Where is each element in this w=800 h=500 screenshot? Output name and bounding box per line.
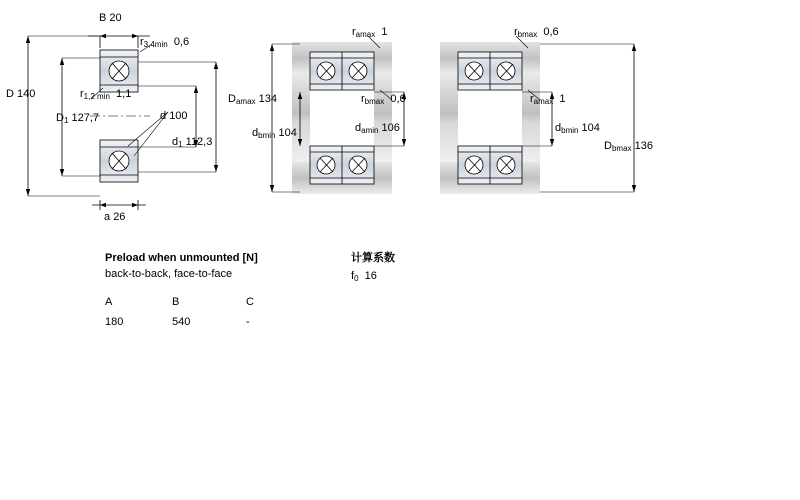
dim-label-d: d 100 <box>160 110 188 122</box>
dim-label-right-rbmax: $r_{bmax}$ 0,6 <box>514 26 559 39</box>
factor-title: 计算系数 <box>351 252 395 264</box>
right-bearing-lower <box>458 146 522 184</box>
right-bearing-upper <box>458 52 522 90</box>
dim-label-right-dbmin: $d_{bmin}$ 104 <box>555 122 600 135</box>
preload-title: Preload when unmounted [N] <box>105 252 258 264</box>
dim-label-mid-dbmin: $d_{bmin}$ 104 <box>252 127 297 140</box>
mid-bearing-upper <box>310 52 374 90</box>
dim-label-mid-ramax: $r_{amax}$ 1 <box>352 26 388 39</box>
dim-label-d1: $d_1$ 112,3 <box>172 136 213 149</box>
preload-col-B-header: B <box>172 296 180 308</box>
left-bearing-lower <box>100 140 138 182</box>
dim-label-r34min: $r_{3,4min}$ 0,6 <box>140 36 190 49</box>
dim-label-right-Dbmax: $D_{bmax}$ 136 <box>604 140 653 153</box>
dim-label-a: a 26 <box>104 211 126 223</box>
preload-col-A-header: A <box>105 296 113 308</box>
factor-value: $f_0$ 16 <box>351 270 377 283</box>
dim-label-mid-rbmax: $r_{bmax}$ 0,6 <box>361 93 406 106</box>
preload-value-A: 180 <box>105 316 124 328</box>
left-bearing-upper <box>100 50 138 92</box>
dim-label-r12min: $r_{1,2 min}$ 1,1 <box>80 88 132 101</box>
preload-value-B: 540 <box>172 316 191 328</box>
preload-subtitle: back-to-back, face-to-face <box>105 268 233 280</box>
dim-label-B: B 20 <box>99 12 122 24</box>
dim-label-D1: $D_1$ 127,7 <box>56 112 99 125</box>
mid-bearing-lower <box>310 146 374 184</box>
dim-label-mid-Damax: $D_{amax}$ 134 <box>228 93 277 106</box>
preload-value-C: - <box>246 316 250 328</box>
dim-label-D: D 140 <box>6 88 36 100</box>
dim-label-right-ramax: $r_{amax}$ 1 <box>530 93 566 106</box>
dim-label-mid-damin: $d_{amin}$ 106 <box>355 122 400 135</box>
preload-col-C-header: C <box>246 296 254 308</box>
